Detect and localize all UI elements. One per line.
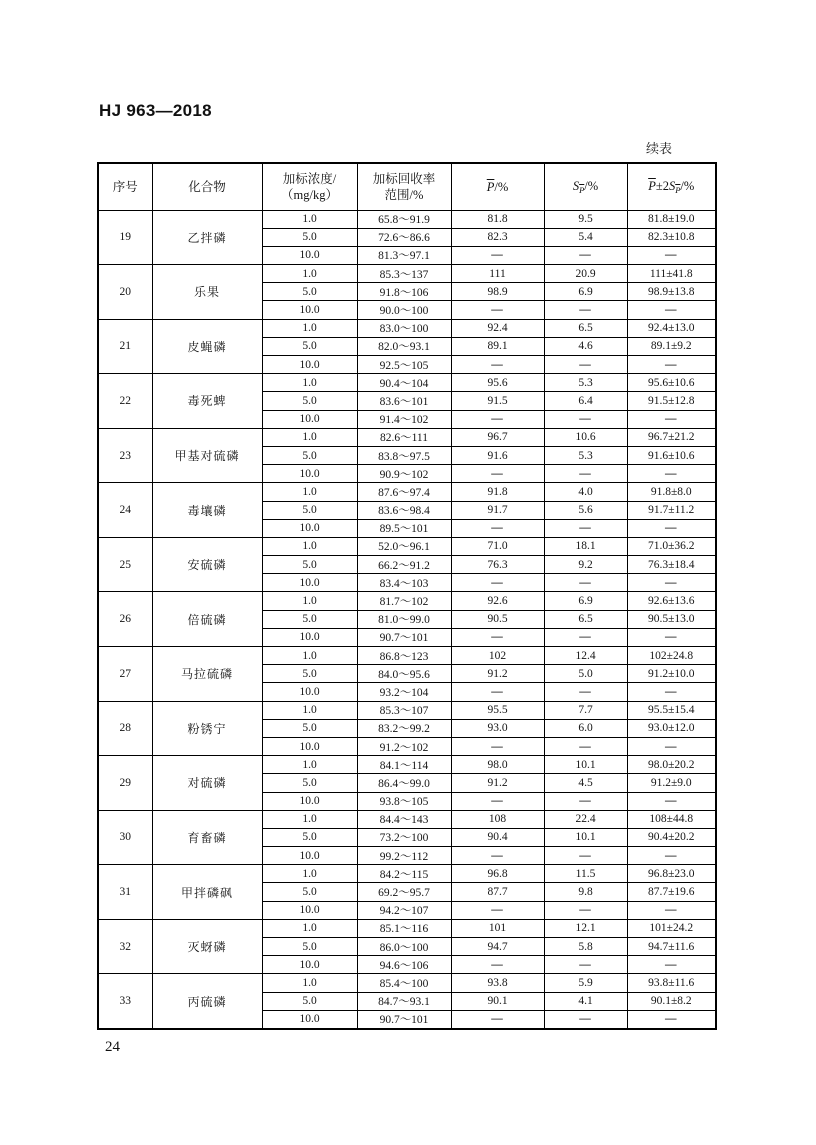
mean-recovery-cell: — <box>451 792 544 810</box>
mean-recovery-cell: 91.5 <box>451 392 544 410</box>
concentration-cell: 10.0 <box>262 519 357 537</box>
mean-recovery-cell: 93.0 <box>451 719 544 737</box>
recovery-range-cell: 85.3～137 <box>357 265 451 283</box>
table-row <box>98 210 716 228</box>
compound-index-cell: 30 <box>98 810 152 865</box>
std-dev-cell: 10.6 <box>544 428 627 446</box>
std-dev-cell: 5.8 <box>544 938 627 956</box>
mean-recovery-cell: 95.6 <box>451 374 544 392</box>
mean-recovery-cell: 101 <box>451 919 544 937</box>
mean-plus-2sd-cell: 96.7±21.2 <box>627 428 716 446</box>
col-header-std-dev: $S_{\overline{P}}/\%$ <box>544 163 627 210</box>
std-dev-cell: 12.4 <box>544 647 627 665</box>
compound-index-cell: 25 <box>98 537 152 592</box>
concentration-cell: 10.0 <box>262 301 357 319</box>
mean-recovery-cell: — <box>451 301 544 319</box>
concentration-cell: 1.0 <box>262 919 357 937</box>
concentration-cell: 5.0 <box>262 392 357 410</box>
std-dev-cell: 9.8 <box>544 883 627 901</box>
mean-plus-2sd-cell: 98.9±13.8 <box>627 283 716 301</box>
recovery-range-cell: 91.4～102 <box>357 410 451 428</box>
compound-index-cell: 19 <box>98 210 152 265</box>
recovery-range-cell: 89.5～101 <box>357 519 451 537</box>
table-row <box>98 428 716 446</box>
mean-plus-2sd-cell: 93.0±12.0 <box>627 719 716 737</box>
compound-name-cell: 乙拌磷 <box>152 210 262 265</box>
mean-plus-2sd-cell: 91.2±9.0 <box>627 774 716 792</box>
std-dev-cell: — <box>544 792 627 810</box>
concentration-cell: 10.0 <box>262 1010 357 1029</box>
table-row <box>98 919 716 937</box>
recovery-range-cell: 84.2～115 <box>357 865 451 883</box>
compound-index-cell: 22 <box>98 374 152 429</box>
recovery-range-cell: 82.6～111 <box>357 428 451 446</box>
compound-index-cell: 32 <box>98 919 152 974</box>
mean-plus-2sd-cell: 82.3±10.8 <box>627 228 716 246</box>
mean-recovery-cell: 98.9 <box>451 283 544 301</box>
concentration-cell: 10.0 <box>262 956 357 974</box>
compound-name-cell: 毒死蜱 <box>152 374 262 429</box>
mean-plus-2sd-cell: 91.6±10.6 <box>627 446 716 464</box>
std-dev-cell: 6.9 <box>544 283 627 301</box>
mean-plus-2sd-cell: 95.5±15.4 <box>627 701 716 719</box>
mean-plus-2sd-cell: — <box>627 410 716 428</box>
concentration-cell: 10.0 <box>262 246 357 264</box>
std-dev-cell: 9.2 <box>544 556 627 574</box>
compound-index-cell: 33 <box>98 974 152 1029</box>
concentration-cell: 5.0 <box>262 992 357 1010</box>
compound-index-cell: 23 <box>98 428 152 483</box>
concentration-cell: 10.0 <box>262 356 357 374</box>
concentration-cell: 1.0 <box>262 428 357 446</box>
col-header-mean-recovery: $\overline{P}/\%$ <box>451 163 544 210</box>
compound-index-cell: 31 <box>98 865 152 920</box>
std-dev-cell: — <box>544 956 627 974</box>
recovery-range-cell: 93.8～105 <box>357 792 451 810</box>
recovery-range-cell: 86.4～99.0 <box>357 774 451 792</box>
compound-name-cell: 粉锈宁 <box>152 701 262 756</box>
recovery-range-cell: 94.6～106 <box>357 956 451 974</box>
recovery-range-cell: 87.6～97.4 <box>357 483 451 501</box>
std-dev-cell: 5.3 <box>544 446 627 464</box>
mean-recovery-cell: 93.8 <box>451 974 544 992</box>
recovery-range-cell: 84.0～95.6 <box>357 665 451 683</box>
col-header-mean-plus-2sd: $\overline{P}\pm 2S_{\overline{P}}/\%$ <box>627 163 716 210</box>
std-dev-cell: 5.3 <box>544 374 627 392</box>
mean-plus-2sd-cell: — <box>627 792 716 810</box>
mean-plus-2sd-cell: — <box>627 465 716 483</box>
mean-plus-2sd-cell: 90.5±13.0 <box>627 610 716 628</box>
mean-plus-2sd-cell: 71.0±36.2 <box>627 537 716 555</box>
compound-name-cell: 皮蝇磷 <box>152 319 262 374</box>
mean-plus-2sd-cell: 92.6±13.6 <box>627 592 716 610</box>
recovery-range-cell: 86.0～100 <box>357 938 451 956</box>
compound-name-cell: 倍硫磷 <box>152 592 262 647</box>
concentration-cell: 1.0 <box>262 210 357 228</box>
mean-recovery-cell: — <box>451 356 544 374</box>
concentration-cell: 5.0 <box>262 283 357 301</box>
mean-plus-2sd-cell: — <box>627 628 716 646</box>
std-dev-cell: 6.5 <box>544 610 627 628</box>
std-dev-cell: 12.1 <box>544 919 627 937</box>
concentration-cell: 1.0 <box>262 537 357 555</box>
table-row <box>98 756 716 774</box>
mean-recovery-cell: — <box>451 628 544 646</box>
doc-code-heading: HJ 963—2018 <box>99 101 212 120</box>
concentration-cell: 10.0 <box>262 628 357 646</box>
recovery-range-cell: 83.4～103 <box>357 574 451 592</box>
recovery-range-cell: 73.2～100 <box>357 828 451 846</box>
std-dev-cell: 9.5 <box>544 210 627 228</box>
mean-recovery-cell: — <box>451 901 544 919</box>
std-dev-cell: — <box>544 574 627 592</box>
mean-recovery-cell: 92.6 <box>451 592 544 610</box>
col-header-recovery-range: 加标回收率 范围/% <box>357 163 451 210</box>
recovery-range-cell: 83.8～97.5 <box>357 446 451 464</box>
concentration-cell: 5.0 <box>262 228 357 246</box>
mean-plus-2sd-cell: — <box>627 956 716 974</box>
mean-plus-2sd-cell: 96.8±23.0 <box>627 865 716 883</box>
recovery-range-cell: 92.5～105 <box>357 356 451 374</box>
mean-plus-2sd-cell: — <box>627 246 716 264</box>
mean-plus-2sd-cell: 81.8±19.0 <box>627 210 716 228</box>
mean-recovery-cell: 87.7 <box>451 883 544 901</box>
mean-plus-2sd-cell: 76.3±18.4 <box>627 556 716 574</box>
table-row <box>98 265 716 283</box>
mean-plus-2sd-cell: — <box>627 847 716 865</box>
mean-recovery-cell: 91.8 <box>451 483 544 501</box>
mean-recovery-cell: — <box>451 956 544 974</box>
compound-name-cell: 乐果 <box>152 265 262 320</box>
mean-recovery-cell: — <box>451 246 544 264</box>
concentration-cell: 10.0 <box>262 901 357 919</box>
concentration-cell: 1.0 <box>262 974 357 992</box>
recovery-range-cell: 81.3～97.1 <box>357 246 451 264</box>
mean-plus-2sd-cell: — <box>627 683 716 701</box>
std-dev-cell: 10.1 <box>544 828 627 846</box>
compound-index-cell: 26 <box>98 592 152 647</box>
compound-index-cell: 28 <box>98 701 152 756</box>
mean-plus-2sd-cell: — <box>627 519 716 537</box>
concentration-cell: 1.0 <box>262 865 357 883</box>
std-dev-cell: 5.4 <box>544 228 627 246</box>
mean-recovery-cell: 96.8 <box>451 865 544 883</box>
concentration-cell: 1.0 <box>262 319 357 337</box>
std-dev-cell: 4.5 <box>544 774 627 792</box>
recovery-range-cell: 83.6～98.4 <box>357 501 451 519</box>
mean-recovery-cell: 98.0 <box>451 756 544 774</box>
recovery-data-table <box>97 162 717 1030</box>
mean-recovery-cell: 92.4 <box>451 319 544 337</box>
std-dev-cell: 6.0 <box>544 719 627 737</box>
table-row <box>98 319 716 337</box>
table-row <box>98 483 716 501</box>
recovery-range-cell: 66.2～91.2 <box>357 556 451 574</box>
mean-plus-2sd-cell: 90.4±20.2 <box>627 828 716 846</box>
std-dev-cell: 6.5 <box>544 319 627 337</box>
mean-plus-2sd-cell: — <box>627 737 716 755</box>
std-dev-cell: 11.5 <box>544 865 627 883</box>
std-dev-cell: 4.1 <box>544 992 627 1010</box>
table-header <box>98 163 716 210</box>
recovery-range-cell: 81.0～99.0 <box>357 610 451 628</box>
mean-plus-2sd-cell: 94.7±11.6 <box>627 938 716 956</box>
mean-recovery-cell: 91.7 <box>451 501 544 519</box>
recovery-range-cell: 93.2～104 <box>357 683 451 701</box>
std-dev-cell: 5.9 <box>544 974 627 992</box>
table-row <box>98 647 716 665</box>
std-dev-cell: 4.0 <box>544 483 627 501</box>
mean-plus-2sd-cell: 87.7±19.6 <box>627 883 716 901</box>
concentration-cell: 1.0 <box>262 810 357 828</box>
recovery-range-cell: 69.2～95.7 <box>357 883 451 901</box>
mean-plus-2sd-cell: — <box>627 901 716 919</box>
col-header-compound: 化合物 <box>152 163 262 210</box>
std-dev-cell: 5.6 <box>544 501 627 519</box>
compound-name-cell: 灭蚜磷 <box>152 919 262 974</box>
table-row <box>98 537 716 555</box>
compound-index-cell: 21 <box>98 319 152 374</box>
compound-index-cell: 27 <box>98 647 152 702</box>
recovery-range-cell: 90.7～101 <box>357 1010 451 1029</box>
mean-recovery-cell: 90.1 <box>451 992 544 1010</box>
std-dev-cell: — <box>544 901 627 919</box>
mean-plus-2sd-cell: 95.6±10.6 <box>627 374 716 392</box>
mean-plus-2sd-cell: 91.7±11.2 <box>627 501 716 519</box>
std-dev-cell: 20.9 <box>544 265 627 283</box>
concentration-cell: 5.0 <box>262 774 357 792</box>
recovery-range-cell: 86.8～123 <box>357 647 451 665</box>
mean-recovery-cell: 91.2 <box>451 665 544 683</box>
mean-plus-2sd-cell: 98.0±20.2 <box>627 756 716 774</box>
recovery-range-cell: 85.3～107 <box>357 701 451 719</box>
continued-table-label: 续表 <box>645 141 672 156</box>
std-dev-cell: 7.7 <box>544 701 627 719</box>
concentration-cell: 1.0 <box>262 647 357 665</box>
mean-recovery-cell: 96.7 <box>451 428 544 446</box>
recovery-range-cell: 85.4～100 <box>357 974 451 992</box>
mean-recovery-cell: 89.1 <box>451 337 544 355</box>
page-number: 24 <box>105 1039 120 1055</box>
concentration-cell: 5.0 <box>262 446 357 464</box>
mean-plus-2sd-cell: 92.4±13.0 <box>627 319 716 337</box>
table-row <box>98 974 716 992</box>
std-dev-cell: 10.1 <box>544 756 627 774</box>
recovery-range-cell: 90.9～102 <box>357 465 451 483</box>
compound-name-cell: 甲拌磷砜 <box>152 865 262 920</box>
mean-recovery-cell: 95.5 <box>451 701 544 719</box>
std-dev-cell: 6.9 <box>544 592 627 610</box>
compound-name-cell: 丙硫磷 <box>152 974 262 1029</box>
std-dev-cell: — <box>544 246 627 264</box>
std-dev-cell: — <box>544 683 627 701</box>
std-dev-cell: 5.0 <box>544 665 627 683</box>
mean-recovery-cell: — <box>451 519 544 537</box>
recovery-range-cell: 94.2～107 <box>357 901 451 919</box>
concentration-cell: 10.0 <box>262 574 357 592</box>
mean-recovery-cell: 111 <box>451 265 544 283</box>
mean-recovery-cell: 90.5 <box>451 610 544 628</box>
recovery-range-cell: 99.2～112 <box>357 847 451 865</box>
mean-recovery-cell: 94.7 <box>451 938 544 956</box>
mean-recovery-cell: — <box>451 574 544 592</box>
compound-name-cell: 安硫磷 <box>152 537 262 592</box>
col-header-index: 序号 <box>98 163 152 210</box>
mean-plus-2sd-cell: — <box>627 574 716 592</box>
recovery-range-cell: 84.7～93.1 <box>357 992 451 1010</box>
mean-plus-2sd-cell: 90.1±8.2 <box>627 992 716 1010</box>
mean-plus-2sd-cell: — <box>627 356 716 374</box>
concentration-cell: 10.0 <box>262 737 357 755</box>
mean-recovery-cell: 91.2 <box>451 774 544 792</box>
mean-plus-2sd-cell: 101±24.2 <box>627 919 716 937</box>
mean-plus-2sd-cell: 91.2±10.0 <box>627 665 716 683</box>
table-row <box>98 701 716 719</box>
concentration-cell: 10.0 <box>262 792 357 810</box>
concentration-cell: 1.0 <box>262 265 357 283</box>
std-dev-cell: 22.4 <box>544 810 627 828</box>
concentration-cell: 10.0 <box>262 847 357 865</box>
mean-recovery-cell: 71.0 <box>451 537 544 555</box>
std-dev-cell: — <box>544 737 627 755</box>
mean-recovery-cell: 81.8 <box>451 210 544 228</box>
std-dev-cell: — <box>544 847 627 865</box>
table-row <box>98 374 716 392</box>
recovery-range-cell: 84.4～143 <box>357 810 451 828</box>
compound-index-cell: 29 <box>98 756 152 811</box>
mean-plus-2sd-cell: — <box>627 1010 716 1029</box>
mean-recovery-cell: — <box>451 1010 544 1029</box>
std-dev-cell: — <box>544 1010 627 1029</box>
concentration-cell: 5.0 <box>262 610 357 628</box>
concentration-cell: 10.0 <box>262 410 357 428</box>
concentration-cell: 5.0 <box>262 556 357 574</box>
recovery-range-cell: 83.6～101 <box>357 392 451 410</box>
table-body <box>98 210 716 1029</box>
compound-name-cell: 育畜磷 <box>152 810 262 865</box>
concentration-cell: 1.0 <box>262 701 357 719</box>
std-dev-cell: — <box>544 356 627 374</box>
concentration-cell: 5.0 <box>262 883 357 901</box>
mean-plus-2sd-cell: 91.8±8.0 <box>627 483 716 501</box>
mean-recovery-cell: — <box>451 465 544 483</box>
recovery-range-cell: 72.6～86.6 <box>357 228 451 246</box>
recovery-range-cell: 91.8～106 <box>357 283 451 301</box>
recovery-range-cell: 85.1～116 <box>357 919 451 937</box>
mean-plus-2sd-cell: — <box>627 301 716 319</box>
std-dev-cell: — <box>544 301 627 319</box>
mean-recovery-cell: 82.3 <box>451 228 544 246</box>
table-row <box>98 810 716 828</box>
compound-index-cell: 24 <box>98 483 152 538</box>
std-dev-cell: 4.6 <box>544 337 627 355</box>
concentration-cell: 1.0 <box>262 483 357 501</box>
concentration-cell: 5.0 <box>262 337 357 355</box>
concentration-cell: 1.0 <box>262 756 357 774</box>
mean-plus-2sd-cell: 93.8±11.6 <box>627 974 716 992</box>
mean-recovery-cell: 90.4 <box>451 828 544 846</box>
recovery-range-cell: 65.8～91.9 <box>357 210 451 228</box>
recovery-range-cell: 90.7～101 <box>357 628 451 646</box>
concentration-cell: 5.0 <box>262 938 357 956</box>
recovery-range-cell: 90.0～100 <box>357 301 451 319</box>
mean-recovery-cell: 91.6 <box>451 446 544 464</box>
mean-plus-2sd-cell: 89.1±9.2 <box>627 337 716 355</box>
std-dev-cell: — <box>544 519 627 537</box>
compound-name-cell: 毒壤磷 <box>152 483 262 538</box>
mean-recovery-cell: — <box>451 410 544 428</box>
compound-name-cell: 对硫磷 <box>152 756 262 811</box>
mean-recovery-cell: 76.3 <box>451 556 544 574</box>
recovery-range-cell: 90.4～104 <box>357 374 451 392</box>
compound-index-cell: 20 <box>98 265 152 320</box>
std-dev-cell: — <box>544 465 627 483</box>
table-row <box>98 592 716 610</box>
compound-name-cell: 甲基对硫磷 <box>152 428 262 483</box>
mean-recovery-cell: 108 <box>451 810 544 828</box>
concentration-cell: 5.0 <box>262 501 357 519</box>
recovery-range-cell: 84.1～114 <box>357 756 451 774</box>
mean-recovery-cell: 102 <box>451 647 544 665</box>
recovery-range-cell: 83.2～99.2 <box>357 719 451 737</box>
recovery-range-cell: 52.0～96.1 <box>357 537 451 555</box>
recovery-range-cell: 83.0～100 <box>357 319 451 337</box>
concentration-cell: 5.0 <box>262 719 357 737</box>
mean-recovery-cell: — <box>451 737 544 755</box>
mean-recovery-cell: — <box>451 683 544 701</box>
compound-name-cell: 马拉硫磷 <box>152 647 262 702</box>
mean-plus-2sd-cell: 91.5±12.8 <box>627 392 716 410</box>
table-row <box>98 865 716 883</box>
concentration-cell: 10.0 <box>262 683 357 701</box>
mean-plus-2sd-cell: 111±41.8 <box>627 265 716 283</box>
recovery-range-cell: 91.2～102 <box>357 737 451 755</box>
header-row <box>98 163 716 210</box>
col-header-spike-concentration: 加标浓度/ （mg/kg） <box>262 163 357 210</box>
concentration-cell: 1.0 <box>262 374 357 392</box>
concentration-cell: 10.0 <box>262 465 357 483</box>
recovery-range-cell: 81.7～102 <box>357 592 451 610</box>
std-dev-cell: 6.4 <box>544 392 627 410</box>
mean-plus-2sd-cell: 108±44.8 <box>627 810 716 828</box>
std-dev-cell: — <box>544 410 627 428</box>
std-dev-cell: — <box>544 628 627 646</box>
mean-plus-2sd-cell: 102±24.8 <box>627 647 716 665</box>
concentration-cell: 1.0 <box>262 592 357 610</box>
recovery-range-cell: 82.0～93.1 <box>357 337 451 355</box>
mean-recovery-cell: — <box>451 847 544 865</box>
std-dev-cell: 18.1 <box>544 537 627 555</box>
concentration-cell: 5.0 <box>262 828 357 846</box>
concentration-cell: 5.0 <box>262 665 357 683</box>
